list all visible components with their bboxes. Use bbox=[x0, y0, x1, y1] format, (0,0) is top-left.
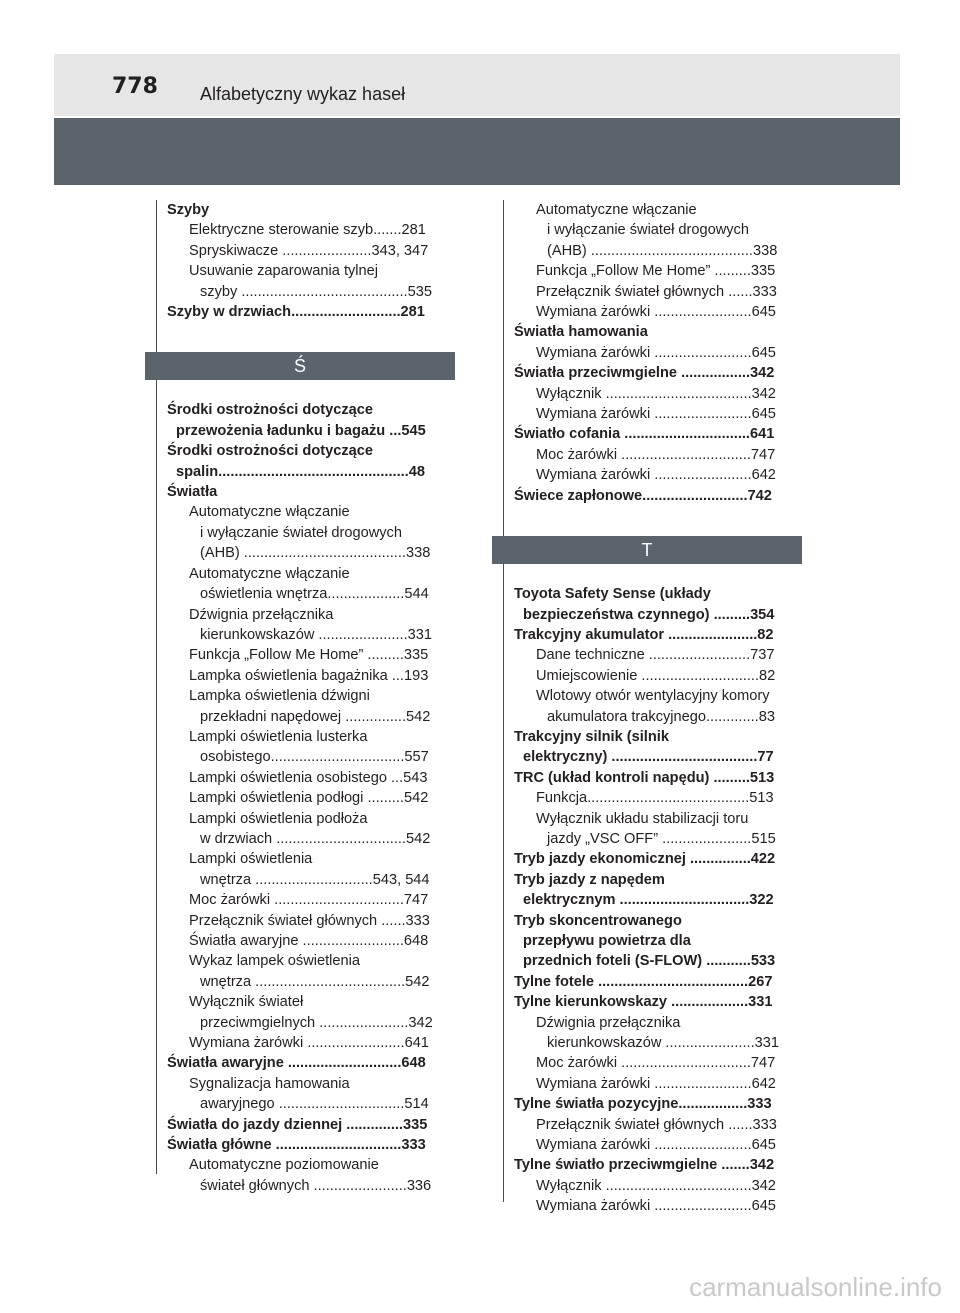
index-letter-heading: T bbox=[492, 536, 802, 564]
index-entry: Trakcyjny silnik (silnik bbox=[514, 728, 669, 745]
header-band bbox=[54, 118, 900, 185]
index-subentry: Lampki oświetlenia podłoża bbox=[189, 810, 368, 827]
index-subentry: Dźwignia przełącznika bbox=[536, 1014, 681, 1031]
index-subentry: Wymiana żarówki ........................645 bbox=[536, 406, 776, 423]
index-entry: Światła do jazdy dziennej ..............335 bbox=[167, 1116, 428, 1133]
index-entry: przednich foteli (S-FLOW) ...........533 bbox=[523, 953, 776, 970]
index-subentry: Wykaz lampek oświetlenia bbox=[189, 953, 361, 970]
index-subentry: Wyłącznik ....................................342 bbox=[536, 385, 776, 402]
index-subentry: Automatyczne włączanie bbox=[189, 504, 350, 521]
index-entry: Świece zapłonowe..........................742 bbox=[514, 487, 772, 504]
watermark: carmanualsonline.info bbox=[689, 1272, 942, 1302]
index-entry: Toyota Safety Sense (układy bbox=[514, 586, 711, 603]
index-subentry: akumulatora trakcyjnego.............83 bbox=[547, 708, 775, 725]
index-entry: spalin...............................................48 bbox=[176, 463, 425, 480]
index-subentry: Światła awaryjne .........................648 bbox=[189, 933, 429, 949]
index-entry: TRC (układ kontroli napędu) .........513 bbox=[514, 769, 775, 786]
index-entry: Światła hamowania bbox=[514, 324, 648, 341]
index-subentry: jazdy „VSC OFF” ......................515 bbox=[547, 830, 776, 847]
index-subentry: Funkcja........................................513 bbox=[536, 790, 774, 807]
index-subentry: przekładni napędowej ...............542 bbox=[200, 708, 431, 725]
index-subentry: Lampki oświetlenia bbox=[189, 851, 313, 868]
index-subentry: Wymiana żarówki ........................645 bbox=[536, 304, 776, 321]
index-subentry: Wyłącznik świateł bbox=[189, 994, 304, 1011]
index-entry: bezpieczeństwa czynnego) .........354 bbox=[523, 606, 775, 623]
index-subentry: Wymiana żarówki ........................642 bbox=[536, 467, 776, 484]
index-subentry: świateł głównych .......................336 bbox=[200, 1177, 432, 1194]
index-subentry: Moc żarówki ................................747 bbox=[189, 892, 429, 909]
index-subentry: Przełącznik świateł głównych ......333 bbox=[189, 912, 430, 929]
index-subentry: Sygnalizacja hamowania bbox=[189, 1075, 350, 1092]
index-letter-heading: Ś bbox=[145, 352, 455, 380]
index-subentry: kierunkowskazów ......................331 bbox=[547, 1035, 779, 1052]
index-subentry: Umiejscowienie .............................82 bbox=[536, 667, 776, 684]
index-subentry: Przełącznik świateł głównych ......333 bbox=[536, 1116, 777, 1133]
index-entry: Szyby bbox=[167, 202, 210, 218]
index-entry: Tylne światło przeciwmgielne .......342 bbox=[514, 1157, 775, 1174]
index-entry: Tylne światła pozycyjne.................333 bbox=[514, 1096, 772, 1113]
index-subentry: Automatyczne włączanie bbox=[189, 565, 350, 582]
index-subentry: Lampka oświetlenia bagażnika ...193 bbox=[189, 667, 429, 684]
index-entry: Tryb jazdy z napędem bbox=[514, 871, 665, 888]
index-entry: Światła główne ...............................333 bbox=[167, 1137, 426, 1154]
index-subentry: (AHB) ........................................338 bbox=[200, 545, 431, 562]
index-subentry: Wymiana żarówki ........................641 bbox=[189, 1035, 429, 1052]
index-entry: Światła bbox=[167, 484, 218, 501]
index-subentry: Dane techniczne .........................737 bbox=[536, 647, 775, 664]
index-subentry: Lampki oświetlenia lusterka bbox=[189, 728, 368, 745]
index-entry: Trakcyjny akumulator ......................82 bbox=[514, 626, 774, 643]
index-subentry: Wyłącznik układu stabilizacji toru bbox=[536, 810, 749, 827]
index-subentry: wnętrza .............................543, 544 bbox=[200, 871, 430, 888]
index-subentry: przeciwmgielnych ......................342 bbox=[200, 1014, 433, 1031]
index-subentry: Dźwignia przełącznika bbox=[189, 606, 334, 623]
index-subentry: Przełącznik świateł głównych ......333 bbox=[536, 283, 777, 300]
index-entry: Światła awaryjne ............................648 bbox=[167, 1055, 426, 1072]
index-subentry: Elektryczne sterowanie szyb.......281 bbox=[189, 222, 426, 239]
index-subentry: Wymiana żarówki ........................645 bbox=[536, 1198, 776, 1215]
index-subentry: Moc żarówki ................................747 bbox=[536, 446, 776, 463]
index-subentry: Lampki oświetlenia osobistego ...543 bbox=[189, 769, 428, 786]
index-subentry: Wyłącznik ....................................342 bbox=[536, 1177, 776, 1194]
header-bar bbox=[54, 54, 900, 116]
index-column-right bbox=[503, 200, 802, 1215]
index-subentry: osobistego.................................557 bbox=[200, 749, 429, 766]
index-subentry: Wymiana żarówki ........................642 bbox=[536, 1075, 776, 1092]
index-subentry: kierunkowskazów ......................331 bbox=[200, 626, 432, 643]
index-subentry: Lampka oświetlenia dźwigni bbox=[189, 688, 370, 705]
index-entry: przewożenia ładunku i bagażu ...545 bbox=[176, 422, 426, 439]
index-subentry: Automatyczne poziomowanie bbox=[189, 1157, 379, 1174]
index-subentry: i wyłączanie świateł drogowych bbox=[200, 524, 402, 541]
index-subentry: Automatyczne włączanie bbox=[536, 202, 697, 218]
index-entry: Światła przeciwmgielne .................342 bbox=[514, 365, 775, 382]
index-entry: Tryb jazdy ekonomicznej ...............422 bbox=[514, 851, 776, 868]
page-title: Alfabetyczny wykaz haseł bbox=[200, 84, 406, 104]
index-entry: elektryczny) ....................................77 bbox=[523, 749, 774, 766]
index-entry: Tryb skoncentrowanego bbox=[514, 912, 682, 929]
index-entry: Tylne fotele .....................................267 bbox=[514, 973, 773, 990]
index-column-left bbox=[156, 200, 455, 1194]
index-subentry: Spryskiwacze ......................343, 347 bbox=[189, 242, 429, 259]
index-subentry: i wyłączanie świateł drogowych bbox=[547, 222, 749, 239]
index-subentry: Lampki oświetlenia podłogi .........542 bbox=[189, 790, 429, 807]
index-subentry: w drzwiach ................................542 bbox=[200, 830, 431, 847]
index-subentry: Funkcja „Follow Me Home” .........335 bbox=[189, 647, 429, 664]
index-subentry: awaryjnego ...............................514 bbox=[200, 1096, 429, 1113]
index-entry: elektrycznym ................................322 bbox=[523, 892, 774, 909]
page-number: 778 bbox=[112, 74, 158, 99]
index-entry: Środki ostrożności dotyczące bbox=[167, 443, 373, 460]
index-entry: Środki ostrożności dotyczące bbox=[167, 402, 373, 419]
index-subentry: Moc żarówki ................................747 bbox=[536, 1055, 776, 1072]
index-entry: Światło cofania ...............................641 bbox=[514, 426, 775, 443]
index-subentry: Wymiana żarówki ........................645 bbox=[536, 344, 776, 361]
index-entry: Tylne kierunkowskazy ...................331 bbox=[514, 994, 773, 1011]
index-subentry: Usuwanie zaparowania tylnej bbox=[189, 263, 379, 280]
index-subentry: Funkcja „Follow Me Home” .........335 bbox=[536, 263, 776, 280]
index-entry: Szyby w drzwiach...........................281 bbox=[167, 304, 425, 321]
index-subentry: wnętrza .....................................542 bbox=[200, 973, 430, 990]
index-subentry: Wlotowy otwór wentylacyjny komory bbox=[536, 688, 770, 705]
index-entry: przepływu powietrza dla bbox=[523, 933, 691, 949]
index-subentry: Wymiana żarówki ........................645 bbox=[536, 1137, 776, 1154]
index-subentry: szyby .........................................535 bbox=[200, 283, 432, 300]
index-subentry: (AHB) ........................................338 bbox=[547, 242, 778, 259]
index-subentry: oświetlenia wnętrza...................544 bbox=[200, 586, 429, 603]
